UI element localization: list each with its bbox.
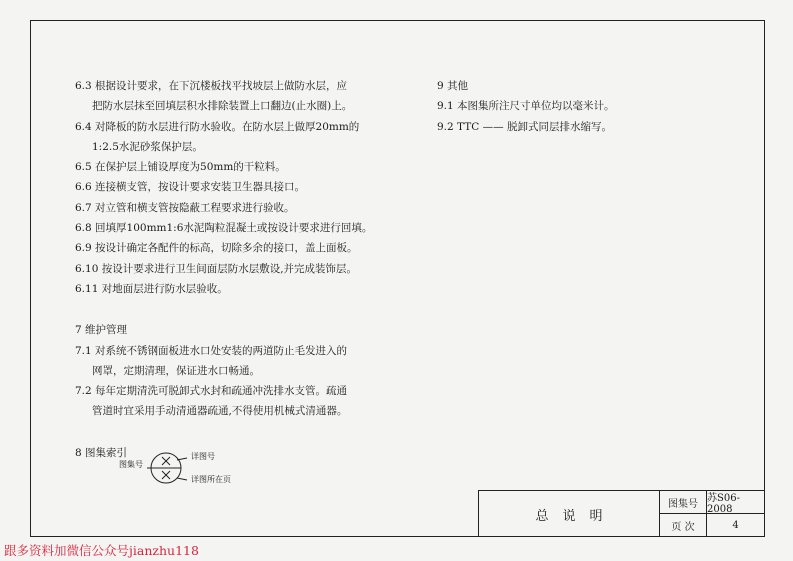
note-line: 9.2 TTC —— 脱卸式同层排水缩写。 xyxy=(437,120,612,133)
notes-right-column xyxy=(437,76,677,137)
notes-left-column xyxy=(75,76,375,463)
note-line: 6.5 在保护层上铺设厚度为50mm的干粒料。 xyxy=(75,161,286,174)
note-line: 6.8 回填厚100mm1:6水泥陶粒混凝土或按设计要求进行回填。 xyxy=(75,222,373,235)
atlas-number-value: 苏S06-2008 xyxy=(707,491,764,514)
note-line: 6.7 对立管和横支管按隐蔽工程要求进行验收。 xyxy=(75,201,295,214)
page-number: 4 xyxy=(732,519,739,531)
note-line: 6.9 按设计确定各配件的标高，切除多余的接口，盖上面板。 xyxy=(75,242,358,255)
note-line: 网罩，定期清理，保证进水口畅通。 xyxy=(92,364,260,377)
note-line: 6.6 连接横支管，按设计要求安装卫生器具接口。 xyxy=(75,181,306,194)
sheet-title: 总说明 xyxy=(479,491,660,537)
note-line: 9 其他 xyxy=(437,80,469,92)
note-line: 7 维护管理 xyxy=(75,324,128,337)
note-line: 把防水层抹至回填层积水排除装置上口翻边(止水圈)上。 xyxy=(92,100,353,113)
note-line: 6.4 对降板的防水层进行防水验收。在防水层上做厚20mm的 xyxy=(75,120,360,133)
atlas-index-diagram xyxy=(119,446,289,494)
spacer xyxy=(75,299,375,320)
detail-page-label: 详图所在页 xyxy=(191,475,231,484)
note-line: 9.1 本图集所注尺寸单位均以毫米计。 xyxy=(437,100,615,113)
note-line: 7.2 每年定期清洗可脱卸式水封和疏通冲洗排水支管。疏通 xyxy=(75,385,348,398)
watermark-text: 跟多资料加微信公众号jianzhu118 xyxy=(4,543,199,558)
note-line: 6.11 对地面层进行防水层验收。 xyxy=(75,282,228,295)
atlas-number-label: 图集号 xyxy=(119,460,143,469)
note-line: 6.3 根据设计要求，在下沉楼板找平找坡层上做防水层，应 xyxy=(75,80,348,92)
atlas-number-label: 图集号 xyxy=(660,491,707,514)
note-line: 8 图集索引 xyxy=(75,446,128,459)
spacer xyxy=(75,422,375,443)
note-line: 管道时宜采用手动清通器疏通,不得使用机械式清通器。 xyxy=(92,405,348,418)
note-line: 6.10 按设计要求进行卫生间面层防水层敷设,并完成装饰层。 xyxy=(75,262,358,275)
note-line: 1:2.5水泥砂浆保护层。 xyxy=(92,140,203,153)
page-label: 页 次 xyxy=(660,514,707,536)
title-block xyxy=(478,490,765,537)
detail-number-label: 详图号 xyxy=(191,452,215,461)
note-line: 7.1 对系统不锈钢面板进水口处安装的两道防止毛发进入的 xyxy=(75,344,348,357)
